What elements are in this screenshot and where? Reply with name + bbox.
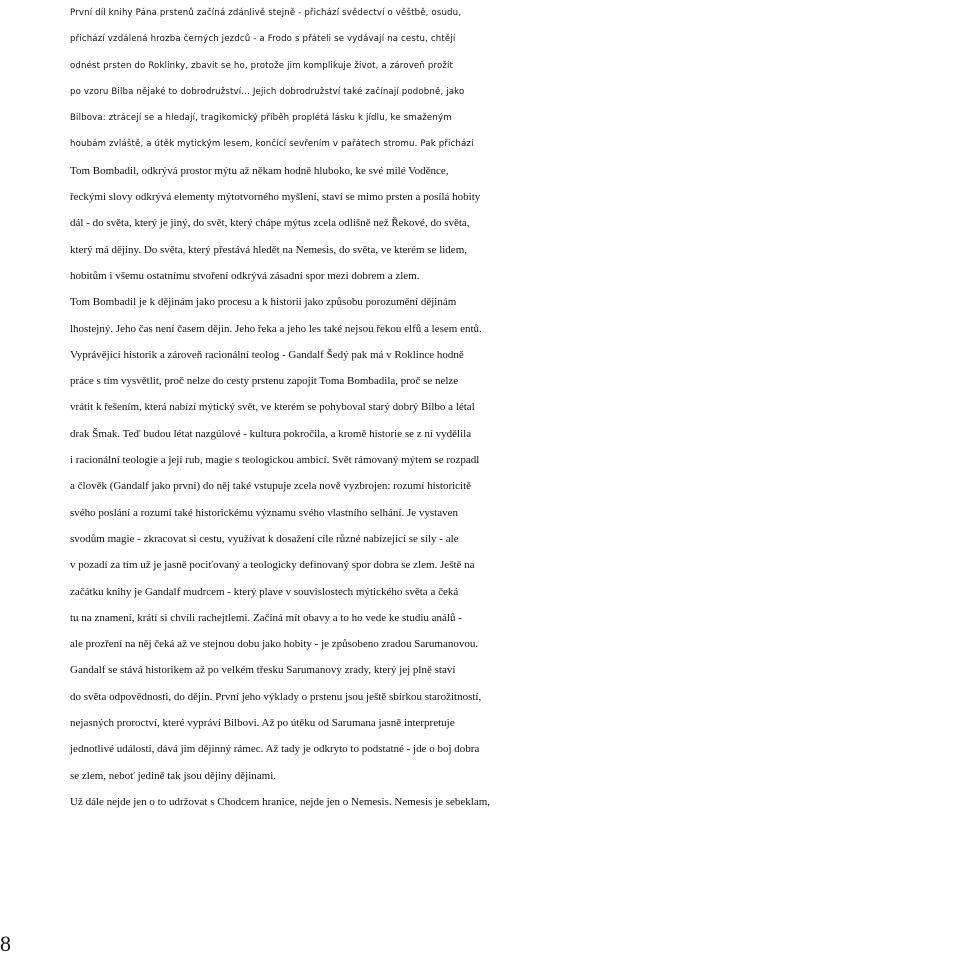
text-line: začátku knihy je Gandalf mudrcem - který plave v souvislostech mýtického světa a čeká [70, 585, 459, 598]
text-line: houbám zvláště, a útěk mytickým lesem, končící sevřením v pařátech stromu. Pak přichází [70, 139, 474, 150]
text-line: odnést prsten do Roklinky, zbavit se ho, protože jim komplikuje život, a zároveň prožít [70, 60, 454, 71]
page-number: 8 [0, 931, 11, 956]
text-line: Vyprávějící historik a zároveň racionální teolog - Gandalf Šedý pak má v Roklince hodně [70, 348, 464, 361]
text-line: který má dějiny. Do světa, který přestává hledět na Nemesis, do světa, ve kterém se lidem, [70, 243, 467, 256]
body-text [70, 0, 958, 815]
text-line: Bilbova: ztrácejí se a hledají, tragikomický příběh proplétá lásku k jídlu, ke smaženým [70, 113, 452, 124]
text-line: do světa odpovědnosti, do dějin. První jeho výklady o prstenu jsou ještě sbírkou starožitností, [70, 690, 482, 703]
text-line: Tom Bombadil, odkrývá prostor mýtu až někam hodně hluboko, ke své milé Voděnce, [70, 164, 449, 177]
text-line: po vzoru Bilba nějaké to dobrodružství... Jejich dobrodružství také začínají podobně, jako [70, 86, 465, 97]
text-line: jednotlivé události, dává jim dějinný rámec. Až tady je odkryto to podstatné - jde o boj dobra [70, 743, 480, 756]
text-line: lhostejný. Jeho čas není časem dějin. Jeho řeka a jeho les také nejsou řekou elfů a lesem entů. [70, 322, 482, 335]
text-line: dál - do světa, který je jiný, do svět, který chápe mýtus zcela odlišně než Řekové, do světa, [70, 217, 470, 230]
text-line: vrátit k řešením, která nabízí mýtický svět, ve kterém se pohyboval starý dobrý Bilbo a létal [70, 401, 475, 414]
text-line: drak Šmak. Teď budou létat nazgúlové - kultura pokročila, a kromě historie se z ní vydělila [70, 427, 472, 440]
text-line: svodům magie - zkracovat si cestu, využívat k dosažení cíle různé nabízející se síly - ale [70, 532, 459, 545]
text-line: Gandalf se stává historikem až po velkém třesku Sarumanovy zrady, který jej plně staví [70, 664, 456, 677]
text-line: i racionální teologie a její rub, magie s teologickou ambicí. Svět rámovaný mýtem se rozpadl [70, 454, 480, 467]
text-line: První díl knihy Pána prstenů začíná zdánlivě stejně - přichází svědectví o věštbě, osudu, [70, 8, 462, 18]
text-line: ale prozření na něj čeká až ve stejnou dobu jako hobity - je způsobeno zradou Sarumanovou. [70, 638, 479, 651]
text-line: práce s tím vysvětlit, proč nelze do cesty prstenu zapojit Toma Bombadila, proč se nelze [70, 375, 459, 388]
text-line: tu na znamení, krátí si chvíli rachejtlemi. Začíná mít obavy a to ho vede ke studiu análů - [70, 611, 462, 624]
text-line: Už dále nejde jen o to udržovat s Chodcem hranice, nejde jen o Nemesis. Nemesis je sebeklam, [70, 795, 491, 808]
text-line: řeckými slovy odkrývá elementy mýtotvorného myšlení, staví se mimo prsten a posílá hobity [70, 191, 481, 204]
text-line: přichází vzdálená hrozba černých jezdců - a Frodo s přáteli se vydávají na cestu, chtějí [70, 34, 456, 45]
text-line: v pozadí za tím už je jasně pociťovaný a teologicky definovaný spor dobra se zlem. Ještě na [70, 559, 475, 572]
text-line: hobitům i všemu ostatnímu stvoření odkrývá zásadní spor mezi dobrem a zlem. [70, 269, 420, 282]
text-line: se zlem, neboť jedině tak jsou dějiny dějinami. [70, 769, 277, 782]
text-line: Tom Bombadil je k dějinám jako procesu a k historii jako způsobu porozumění dějinám [70, 296, 457, 309]
text-line: a člověk (Gandalf jako první) do něj také vstupuje zcela nově vyzbrojen: rozumí historicitě [70, 480, 472, 493]
text-line: nejasných proroctví, které vypráví Bilbovi. Až po útěku od Sarumana jasně interpretuje [70, 717, 455, 730]
text-line: svého poslání a rozumí také historickému významu svého vlastního selhání. Je vystaven [70, 506, 458, 519]
